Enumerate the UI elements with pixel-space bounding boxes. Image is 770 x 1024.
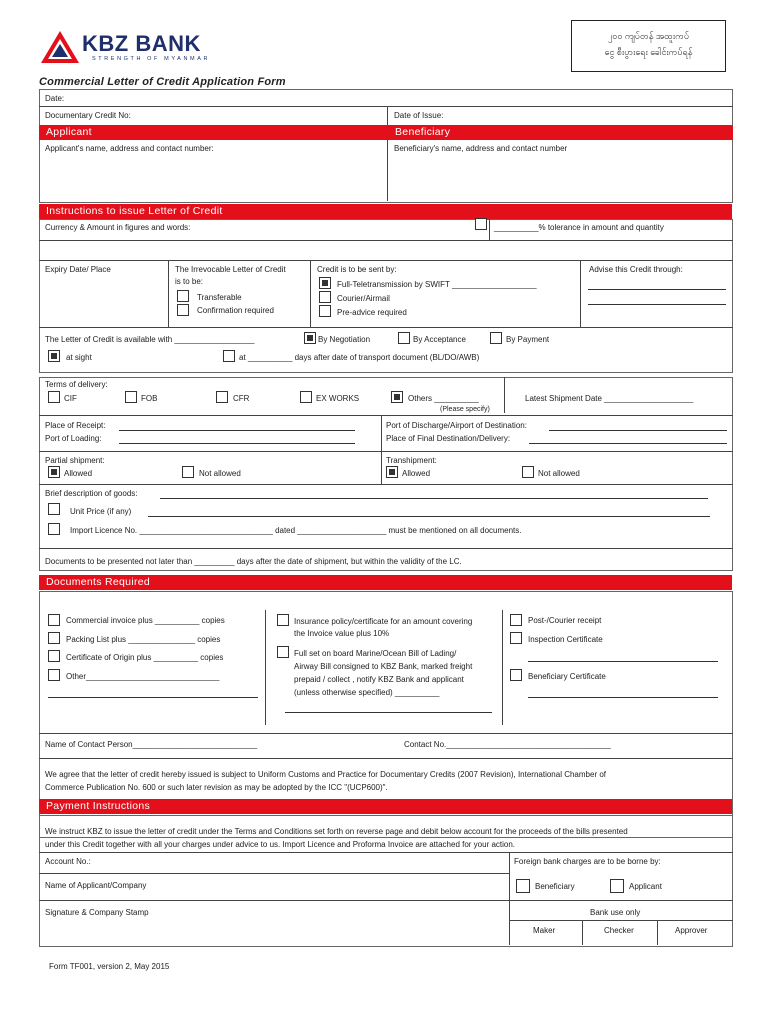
partial-not-allowed-checkbox[interactable]: [182, 466, 194, 478]
others-checkbox[interactable]: [391, 391, 403, 403]
doc-credit-no-label: Documentary Credit No:: [45, 111, 131, 120]
insurance-label-1: Insurance policy/certificate for an amount covering: [294, 617, 473, 626]
place-of-final-label: Place of Final Destination/Delivery:: [386, 434, 511, 443]
cif-label: CIF: [64, 394, 77, 403]
other-doc-checkbox[interactable]: [48, 669, 60, 681]
transferable-label: Transferable: [197, 293, 242, 302]
irrevocable-label-2: is to be:: [175, 277, 204, 286]
by-acceptance-label: By Acceptance: [413, 335, 466, 344]
place-of-final-line[interactable]: [529, 443, 727, 444]
latest-shipment-label: Latest Shipment Date ____________________: [525, 394, 694, 403]
divider: [39, 106, 733, 107]
form-title: Commercial Letter of Credit Application Form: [39, 76, 286, 88]
applicant-description: Applicant's name, address and contact number:: [45, 144, 214, 153]
divider: [168, 260, 169, 327]
others-label: Others __________: [408, 394, 479, 403]
unit-price-checkbox[interactable]: [48, 503, 60, 515]
form-version: Form TF001, version 2, May 2015: [49, 962, 170, 971]
insurance-label-2: the Invoice value plus 10%: [294, 629, 390, 638]
port-of-discharge-label: Port of Discharge/Airport of Destination:: [386, 421, 527, 430]
at-sight-label: at sight: [66, 353, 92, 362]
tolerance-checkbox[interactable]: [475, 218, 487, 230]
divider: [502, 610, 503, 725]
stamp-box: [571, 20, 726, 72]
divider: [39, 852, 733, 853]
brand-name: KBZ BANK: [82, 31, 201, 56]
swift-checkbox[interactable]: [319, 277, 331, 289]
expiry-label: Expiry Date/ Place: [45, 265, 111, 274]
ex-works-label: EX WORKS: [316, 394, 360, 403]
divider: [381, 415, 382, 485]
divider: [657, 920, 658, 945]
divider: [39, 451, 733, 452]
fob-label: FOB: [141, 394, 158, 403]
confirmation-label: Confirmation required: [197, 306, 274, 315]
contact-no-label: Contact No._____________________________________: [404, 740, 611, 749]
port-of-loading-line[interactable]: [119, 443, 355, 444]
instruct-line-1: We instruct KBZ to issue the letter of credit under the Terms and Conditions set forth on reverse page and debit below account for the proceeds of the bills presented: [45, 827, 628, 836]
advise-line-2[interactable]: [588, 304, 726, 305]
swift-label: Full-Teletransmission by SWIFT ___________________: [337, 280, 537, 289]
port-of-discharge-line[interactable]: [549, 430, 727, 431]
divider: [39, 548, 733, 549]
available-with-label: The Letter of Credit is available with __________________: [45, 335, 255, 344]
by-payment-label: By Payment: [506, 335, 550, 344]
divider: [580, 260, 581, 327]
fullset-label-1: Full set on board Marine/Ocean Bill of Lading/: [294, 649, 457, 658]
inspection-label: Inspection Certificate: [528, 635, 603, 644]
divider: [39, 415, 733, 416]
signature-label: Signature & Company Stamp: [45, 908, 149, 917]
post-courier-label: Post-/Courier receipt: [528, 616, 602, 625]
at-sight-checkbox[interactable]: [48, 350, 60, 362]
packing-list-checkbox[interactable]: [48, 632, 60, 644]
kbz-logo: [40, 28, 220, 72]
divider: [39, 900, 733, 901]
partial-allowed-label: Allowed: [64, 469, 93, 478]
place-of-receipt-label: Place of Receipt:: [45, 421, 106, 430]
place-of-receipt-line[interactable]: [119, 430, 355, 431]
documents-header: Documents Required: [39, 575, 732, 590]
port-of-loading-label: Port of Loading:: [45, 434, 102, 443]
divider: [310, 260, 311, 327]
cfr-checkbox[interactable]: [216, 391, 228, 403]
kbz-logo-mark-icon: [40, 30, 80, 64]
fullset-label-3: prepaid / collect , notify KBZ Bank and applicant: [294, 675, 464, 684]
partial-allowed-checkbox[interactable]: [48, 466, 60, 478]
stamp-line-2: ငွေ စီးပွားရေး ခေါင်းကပ်ရန်: [604, 47, 693, 57]
instruct-line-2: under this Credit together with all your charges under advice to us. Import Licence and Proforma Invoice are attached for your action.: [45, 840, 516, 849]
certificate-origin-label: Certificate of Origin plus __________ copies: [66, 653, 224, 662]
cfr-label: CFR: [233, 394, 250, 403]
tranship-allowed-label: Allowed: [402, 469, 431, 478]
documents-presented-label: Documents to be presented not later than _________ days after the date of shipment, but within the validity of the LC.: [45, 557, 462, 566]
preadvice-label: Pre-advice required: [337, 308, 407, 317]
brief-description-line[interactable]: [160, 498, 708, 499]
divider: [39, 484, 733, 485]
transhipment-label: Transhipment:: [386, 456, 437, 465]
date-label: Date:: [45, 94, 65, 103]
at-days-checkbox[interactable]: [223, 350, 235, 362]
divider: [39, 758, 733, 759]
tranship-allowed-checkbox[interactable]: [386, 466, 398, 478]
import-licence-checkbox[interactable]: [48, 523, 60, 535]
beneficiary-cert-label: Beneficiary Certificate: [528, 672, 606, 681]
beneficiary-cert-checkbox[interactable]: [510, 669, 522, 681]
agreement-line-2: Commerce Publication No. 600 or such later revision as may be adopted by the ICC "(UCP600)".: [45, 783, 388, 792]
confirmation-checkbox[interactable]: [177, 304, 189, 316]
other-doc-label: Other______________________________: [66, 672, 220, 681]
divider: [387, 106, 388, 201]
courier-label: Courier/Airmail: [337, 294, 390, 303]
at-days-label: at __________ days after date of transport document (BL/DO/AWB): [239, 353, 480, 362]
charges-beneficiary-label: Beneficiary: [535, 882, 575, 891]
brand-tagline: STRENGTH OF MYANMAR: [92, 56, 211, 62]
charges-applicant-label: Applicant: [629, 882, 662, 891]
fullset-checkbox[interactable]: [277, 646, 289, 658]
instructions-header: Instructions to issue Letter of Credit: [39, 204, 732, 219]
by-negotiation-checkbox[interactable]: [304, 332, 316, 344]
account-no-label: Account No.:: [45, 857, 91, 866]
by-payment-checkbox[interactable]: [490, 332, 502, 344]
foreign-charges-label: Foreign bank charges are to be borne by:: [514, 857, 661, 866]
by-acceptance-checkbox[interactable]: [398, 332, 410, 344]
currency-label: Currency & Amount in figures and words:: [45, 223, 191, 232]
fob-checkbox[interactable]: [125, 391, 137, 403]
advise-label: Advise this Credit through:: [589, 265, 683, 274]
approver-label: Approver: [675, 926, 708, 935]
irrevocable-label-1: The Irrevocable Letter of Credit: [175, 265, 286, 274]
tolerance-label: __________% tolerance in amount and quantity: [494, 223, 664, 232]
contact-person-label: Name of Contact Person____________________________: [45, 740, 258, 749]
checker-label: Checker: [604, 926, 634, 935]
brief-description-label: Brief description of goods:: [45, 489, 138, 498]
terms-label: Terms of delivery:: [45, 380, 108, 389]
fullset-label-2: Airway Bill consigned to KBZ Bank, marked freight: [294, 662, 473, 671]
tranship-not-allowed-label: Not allowed: [538, 469, 580, 478]
insurance-checkbox[interactable]: [277, 614, 289, 626]
advise-line-1[interactable]: [588, 289, 726, 290]
charges-applicant-checkbox[interactable]: [610, 879, 624, 893]
preadvice-checkbox[interactable]: [319, 305, 331, 317]
divider: [509, 852, 510, 945]
divider: [39, 873, 509, 874]
divider: [39, 240, 733, 241]
partial-not-allowed-label: Not allowed: [199, 469, 241, 478]
packing-list-label: Packing List plus _______________ copies: [66, 635, 221, 644]
beneficiary-cert-line[interactable]: [528, 697, 718, 698]
fullset-label-4: (unless otherwise specified) __________: [294, 688, 440, 697]
stamp-line-1: ၂၀၀ ကျပ်တန် အထူးကပ်: [607, 31, 690, 41]
partial-shipment-label: Partial shipment:: [45, 456, 105, 465]
commercial-invoice-checkbox[interactable]: [48, 614, 60, 626]
divider: [39, 327, 733, 328]
charges-beneficiary-checkbox[interactable]: [516, 879, 530, 893]
by-negotiation-label: By Negotiation: [318, 335, 371, 344]
cif-checkbox[interactable]: [48, 391, 60, 403]
name-of-applicant-label: Name of Applicant/Company: [45, 881, 147, 890]
divider: [504, 377, 505, 413]
agreement-line-1: We agree that the letter of credit hereby issued is subject to Uniform Customs and Practice for Documentary Credits (2007 Revision), International Chamber of: [45, 770, 606, 779]
unit-price-line[interactable]: [148, 516, 710, 517]
beneficiary-header: Beneficiary: [388, 125, 733, 140]
payment-header: Payment Instructions: [39, 799, 732, 814]
ex-works-checkbox[interactable]: [300, 391, 312, 403]
date-of-issue-label: Date of Issue:: [394, 111, 444, 120]
divider: [509, 920, 733, 921]
divider: [39, 260, 733, 261]
inspection-checkbox[interactable]: [510, 632, 522, 644]
commercial-invoice-label: Commercial invoice plus __________ copies: [66, 616, 225, 625]
beneficiary-description: Beneficiary's name, address and contact number: [394, 144, 568, 153]
other-doc-line[interactable]: [48, 697, 258, 698]
inspection-line[interactable]: [528, 661, 718, 662]
certificate-origin-checkbox[interactable]: [48, 650, 60, 662]
maker-label: Maker: [533, 926, 556, 935]
divider: [582, 920, 583, 945]
applicant-header: Applicant: [39, 125, 388, 140]
import-licence-label: Import Licence No. ______________________________ dated ____________________ must be mentioned on all documents.: [70, 526, 522, 535]
bank-use-only-label: Bank use only: [590, 908, 641, 917]
please-specify-label: (Please specify): [440, 406, 490, 413]
post-courier-checkbox[interactable]: [510, 614, 522, 626]
divider: [39, 733, 733, 734]
divider: [265, 610, 266, 725]
transferable-checkbox[interactable]: [177, 290, 189, 302]
fullset-extra-line[interactable]: [285, 712, 492, 713]
sent-by-label: Credit is to be sent by:: [317, 265, 397, 274]
divider: [489, 219, 490, 240]
tranship-not-allowed-checkbox[interactable]: [522, 466, 534, 478]
courier-checkbox[interactable]: [319, 291, 331, 303]
unit-price-label: Unit Price (if any): [70, 507, 132, 516]
